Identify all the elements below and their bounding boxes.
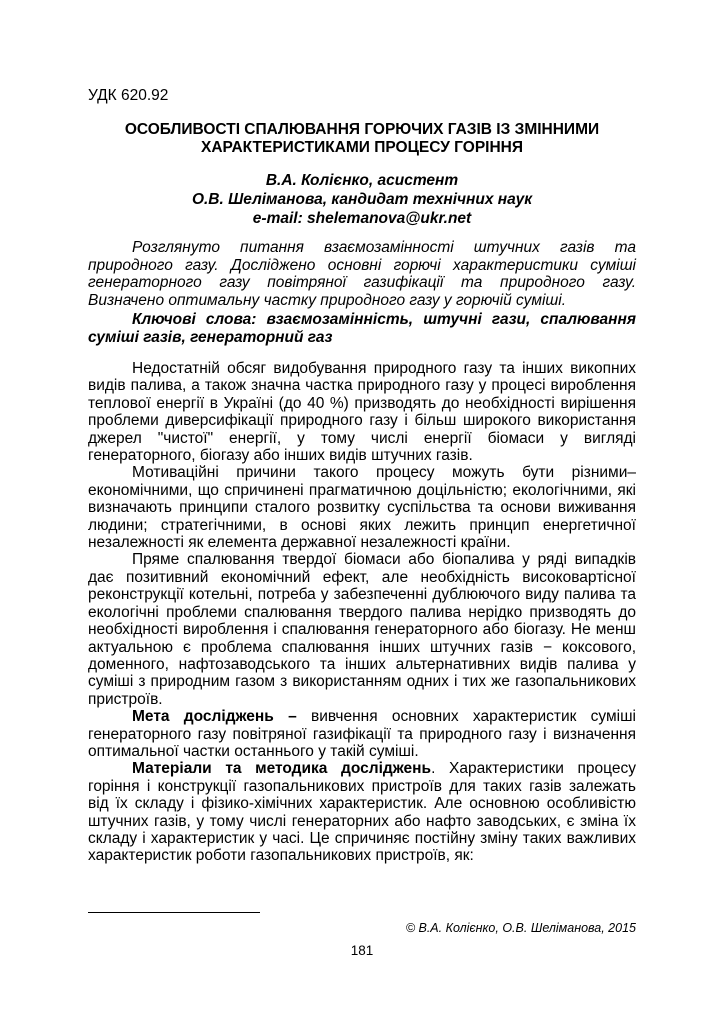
research-aim-heading: Мета досліджень – — [132, 708, 297, 726]
body-paragraph-5 — [88, 760, 636, 864]
materials-methods-text: . Характеристики процесу горіння і конструкції газопальникових пристроїв для таких газів залежать від їх складу і фізико-хімічних характеристик. Але основною особливістю штучних газів, у тому числі генераторних або нафто заводських, є зміна їх складу і характеристик у часі. Це спричиняє постійну зміну таких важливих характеристик роботи газопальникових пристроїв, як: — [88, 760, 636, 865]
author-1: В.А. Колієнко, асистент — [265, 172, 459, 189]
keywords: Ключові слова: взаємозамінність, штучні гази, спалювання суміші газів, генераторний газ — [88, 311, 636, 346]
article-body — [88, 360, 636, 865]
body-paragraph-2: Мотиваційні причини такого процесу можуть бути різними– економічними, що спричинені прагматичною доцільністю; екологічними, які визначають принципи сталого розвитку суспільства та основи виживання людини; стратегічними, в основі яких лежить принцип енергетичної незалежності як елемента державної незалежності країни. — [88, 464, 636, 552]
authors-block — [88, 171, 636, 228]
research-aim-text: вивчення основних характеристик суміші генераторного газу повітряної газифікації та природного газу і визначення оптимальної частки останнього у такій суміші. — [88, 708, 636, 760]
copyright-notice: © В.А. Колієнко, О.В. Шеліманова, 2015 — [405, 921, 636, 935]
materials-methods-heading: Матеріали та методика досліджень — [132, 760, 432, 778]
body-paragraph-4 — [88, 708, 636, 760]
body-paragraph-3: Пряме спалювання твердої біомаси або біопалива у ряді випадків дає позитивний економічний ефект, але необхідність високовартісної реконструкції котельні, потреба у забезпеченні дублюючого виду палива та екологічні проблеми спалювання твердого палива нерідко призводять до необхідності вироблення і спалювання генераторного або біогазу. Не менш актуальною є проблема спалювання інших штучних газів − коксового, доменного, нафтозаводського та інших альтернативних видів палива у суміші з природним газом з використанням одних і тих же газопальникових пристроїв. — [88, 551, 636, 708]
udk-code: УДК 620.92 — [88, 87, 169, 104]
footnote-divider — [88, 912, 260, 913]
article-title — [88, 121, 636, 157]
author-email: e-mail: shelemanova@ukr.net — [252, 210, 472, 227]
article-title-line-1: ОСОБЛИВОСТІ СПАЛЮВАННЯ ГОРЮЧИХ ГАЗІВ ІЗ ЗМІННИМИ — [124, 121, 600, 138]
page-number: 181 — [350, 943, 374, 958]
body-paragraph-1: Недостатній обсяг видобування природного газу та інших викопних видів палива, а також значна частка природного газу у процесі вироблення теплової енергії в Україні (до 40 %) призводять до необхідності вирішення проблеми диверсифікації природного газу і більш широкого використання джерел "чистої" енергії, у тому числі енергії біомаси у вигляді генераторного, біогазу або інших видів штучних газів. — [88, 360, 636, 465]
article-title-line-2: ХАРАКТЕРИСТИКАМИ ПРОЦЕСУ ГОРІННЯ — [200, 139, 523, 156]
author-2: О.В. Шеліманова, кандидат технічних наук — [191, 191, 533, 208]
abstract: Розглянуто питання взаємозамінності штучних газів та природного газу. Досліджено основні горючі характеристики суміші генераторного газу повітряної газифікації та природного газу. Визначено оптимальну частку природного газу у горючій суміші. — [88, 239, 636, 309]
